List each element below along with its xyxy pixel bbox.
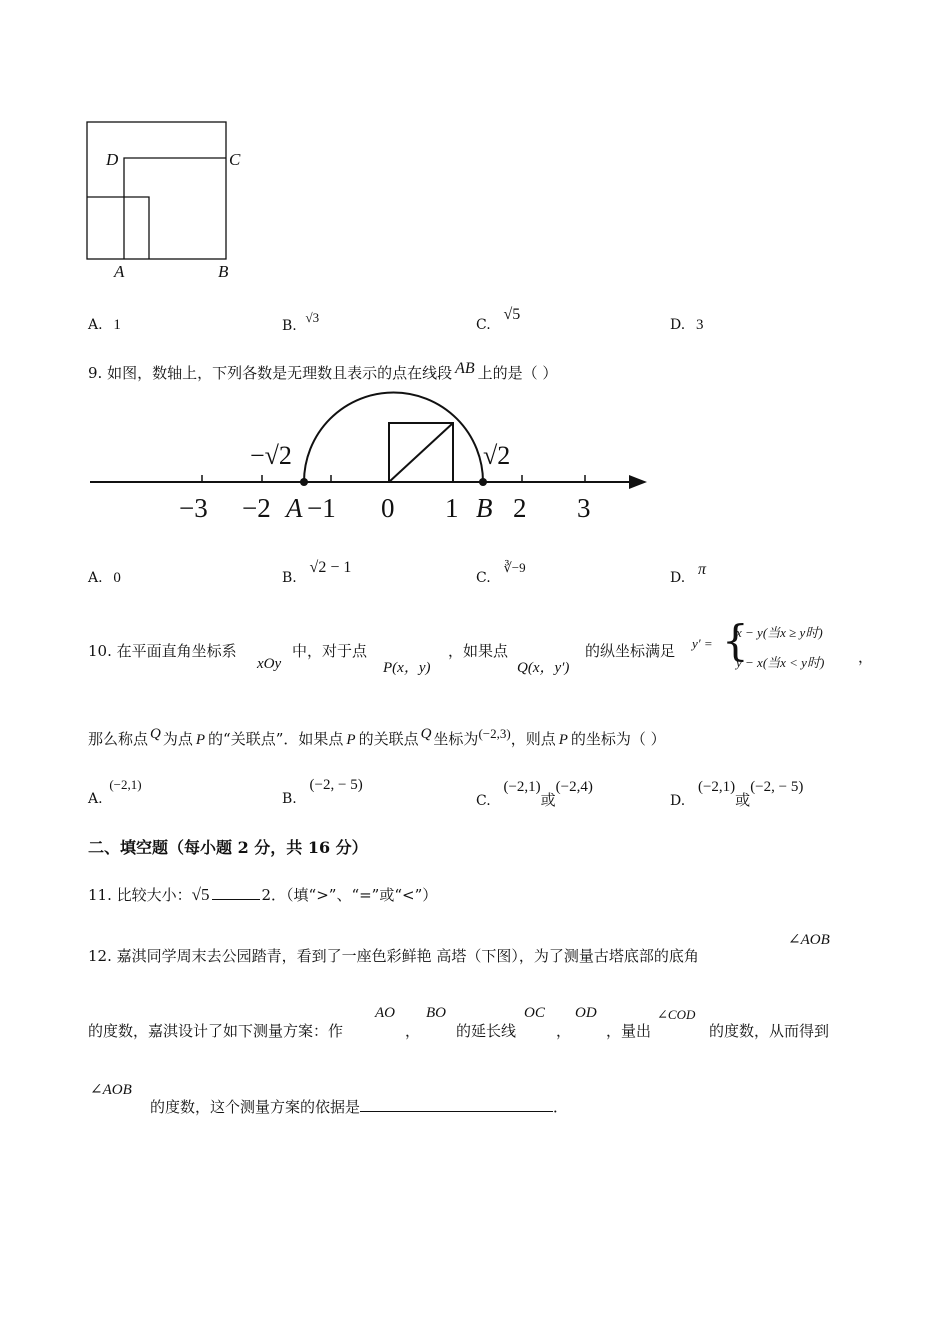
q10-option-b: B. (−2, − 5) (282, 777, 363, 807)
q12-line3: 的度数，这个测量方案的依据是 ． (150, 1098, 569, 1116)
label-c: C (229, 150, 241, 169)
number-line-figure (85, 390, 655, 525)
q9-option-b: B. √2 − 1 (282, 559, 352, 586)
q12-line2-b: 的延长线 (456, 1022, 517, 1040)
label-d: D (106, 150, 119, 169)
tick-label-a: A (286, 493, 303, 523)
q10-xoy: xOy (257, 656, 282, 672)
tick-2: 2 (513, 493, 527, 523)
q12-angle-cod: ∠COD (657, 1007, 696, 1022)
point-b (479, 478, 487, 486)
q9-stem: 9. 如图，数轴上，下列各数是无理数且表示的点在线段 AB 上的是（ ） (88, 360, 558, 382)
q11: 11. 比较大小：√5 2．（填“>”、“=”或“<”） (88, 885, 438, 904)
tick-neg1: −1 (307, 493, 336, 523)
q10-brace: { (722, 616, 749, 665)
q10-point-q: Q(x，y′) (517, 660, 570, 676)
q10-comma: ， (858, 648, 874, 666)
q12-angle-aob: ∠AOB (788, 932, 830, 948)
q12-line2-d: 的度数，从而得到 (709, 1022, 830, 1040)
q12-line2-a: 的度数，嘉淇设计了如下测量方案：作 (88, 1022, 344, 1040)
q12-ao: AO (375, 1005, 395, 1021)
q9-option-c: C. ∛−9 (476, 560, 526, 586)
label-b: B (218, 262, 229, 281)
q12-line1: 12. 嘉淇同学周末去公园踏青，看到了一座色彩鲜艳 高塔（下图），为了测量古塔底部的底角 (88, 947, 699, 965)
q8-option-a: A. 1 (88, 317, 121, 333)
q12-od: OD (575, 1005, 597, 1021)
tick-neg2: −2 (242, 493, 271, 523)
tick-label-b: B (476, 493, 493, 523)
q10-option-c: C. (−2,1)或(−2,4) (476, 779, 593, 809)
q10-line1: 10. 在平面直角坐标系 (88, 642, 237, 660)
q12-comma1: ， (405, 1022, 421, 1040)
q12-line2-c: ，量出 (606, 1022, 652, 1040)
q8-option-c: C. √5 (476, 306, 521, 333)
tick-1: 1 (445, 493, 459, 523)
q8-option-b: B. √3 (282, 310, 320, 334)
axis-arrow (629, 475, 647, 489)
section-title: 二、填空题（每小题 2 分，共 16 分） (88, 838, 368, 857)
q10-line2: 那么称点 Q 为点 P 的“关联点”．如果点 P 的关联点 Q 坐标为(−2,3)，则点 P 的坐标为（ ） (88, 726, 666, 748)
q10-option-a: A. (−2,1) (88, 777, 142, 807)
square-figure (80, 115, 260, 285)
tick-0: 0 (381, 493, 395, 523)
q9-option-d: D. π (670, 561, 706, 586)
q12-comma2: ， (556, 1022, 572, 1040)
label-pos-sqrt2: √2 (483, 441, 511, 470)
semicircle-arc (304, 393, 483, 483)
q11-answer-blank[interactable] (212, 899, 260, 900)
q10-option-d: D. (−2,1)或(−2, − 5) (670, 779, 804, 809)
point-a (300, 478, 308, 486)
q8-option-d: D. 3 (670, 317, 704, 333)
label-neg-sqrt2: −√2 (250, 441, 292, 470)
q12-bo: BO (426, 1005, 446, 1021)
q10-t3: ，如果点 (448, 642, 509, 660)
q10-case2: y − x(当x < y时) (736, 655, 825, 670)
label-a: A (114, 262, 125, 281)
q10-yprime: y′ = (692, 636, 713, 651)
q12-answer-blank[interactable] (360, 1111, 553, 1112)
q10-point-p: P(x，y) (383, 660, 431, 676)
tick-neg3: −3 (179, 493, 208, 523)
q9-option-a: A. 0 (88, 570, 121, 586)
tick-3: 3 (577, 493, 591, 523)
q10-t4: 的纵坐标满足 (585, 642, 676, 660)
q12-angle-aob-2: ∠AOB (90, 1082, 132, 1098)
q12-oc: OC (524, 1005, 545, 1021)
q10-t2: 中，对于点 (292, 642, 368, 660)
diagonal (389, 423, 453, 482)
q10-case1: x − y(当x ≥ y时) (736, 625, 823, 640)
